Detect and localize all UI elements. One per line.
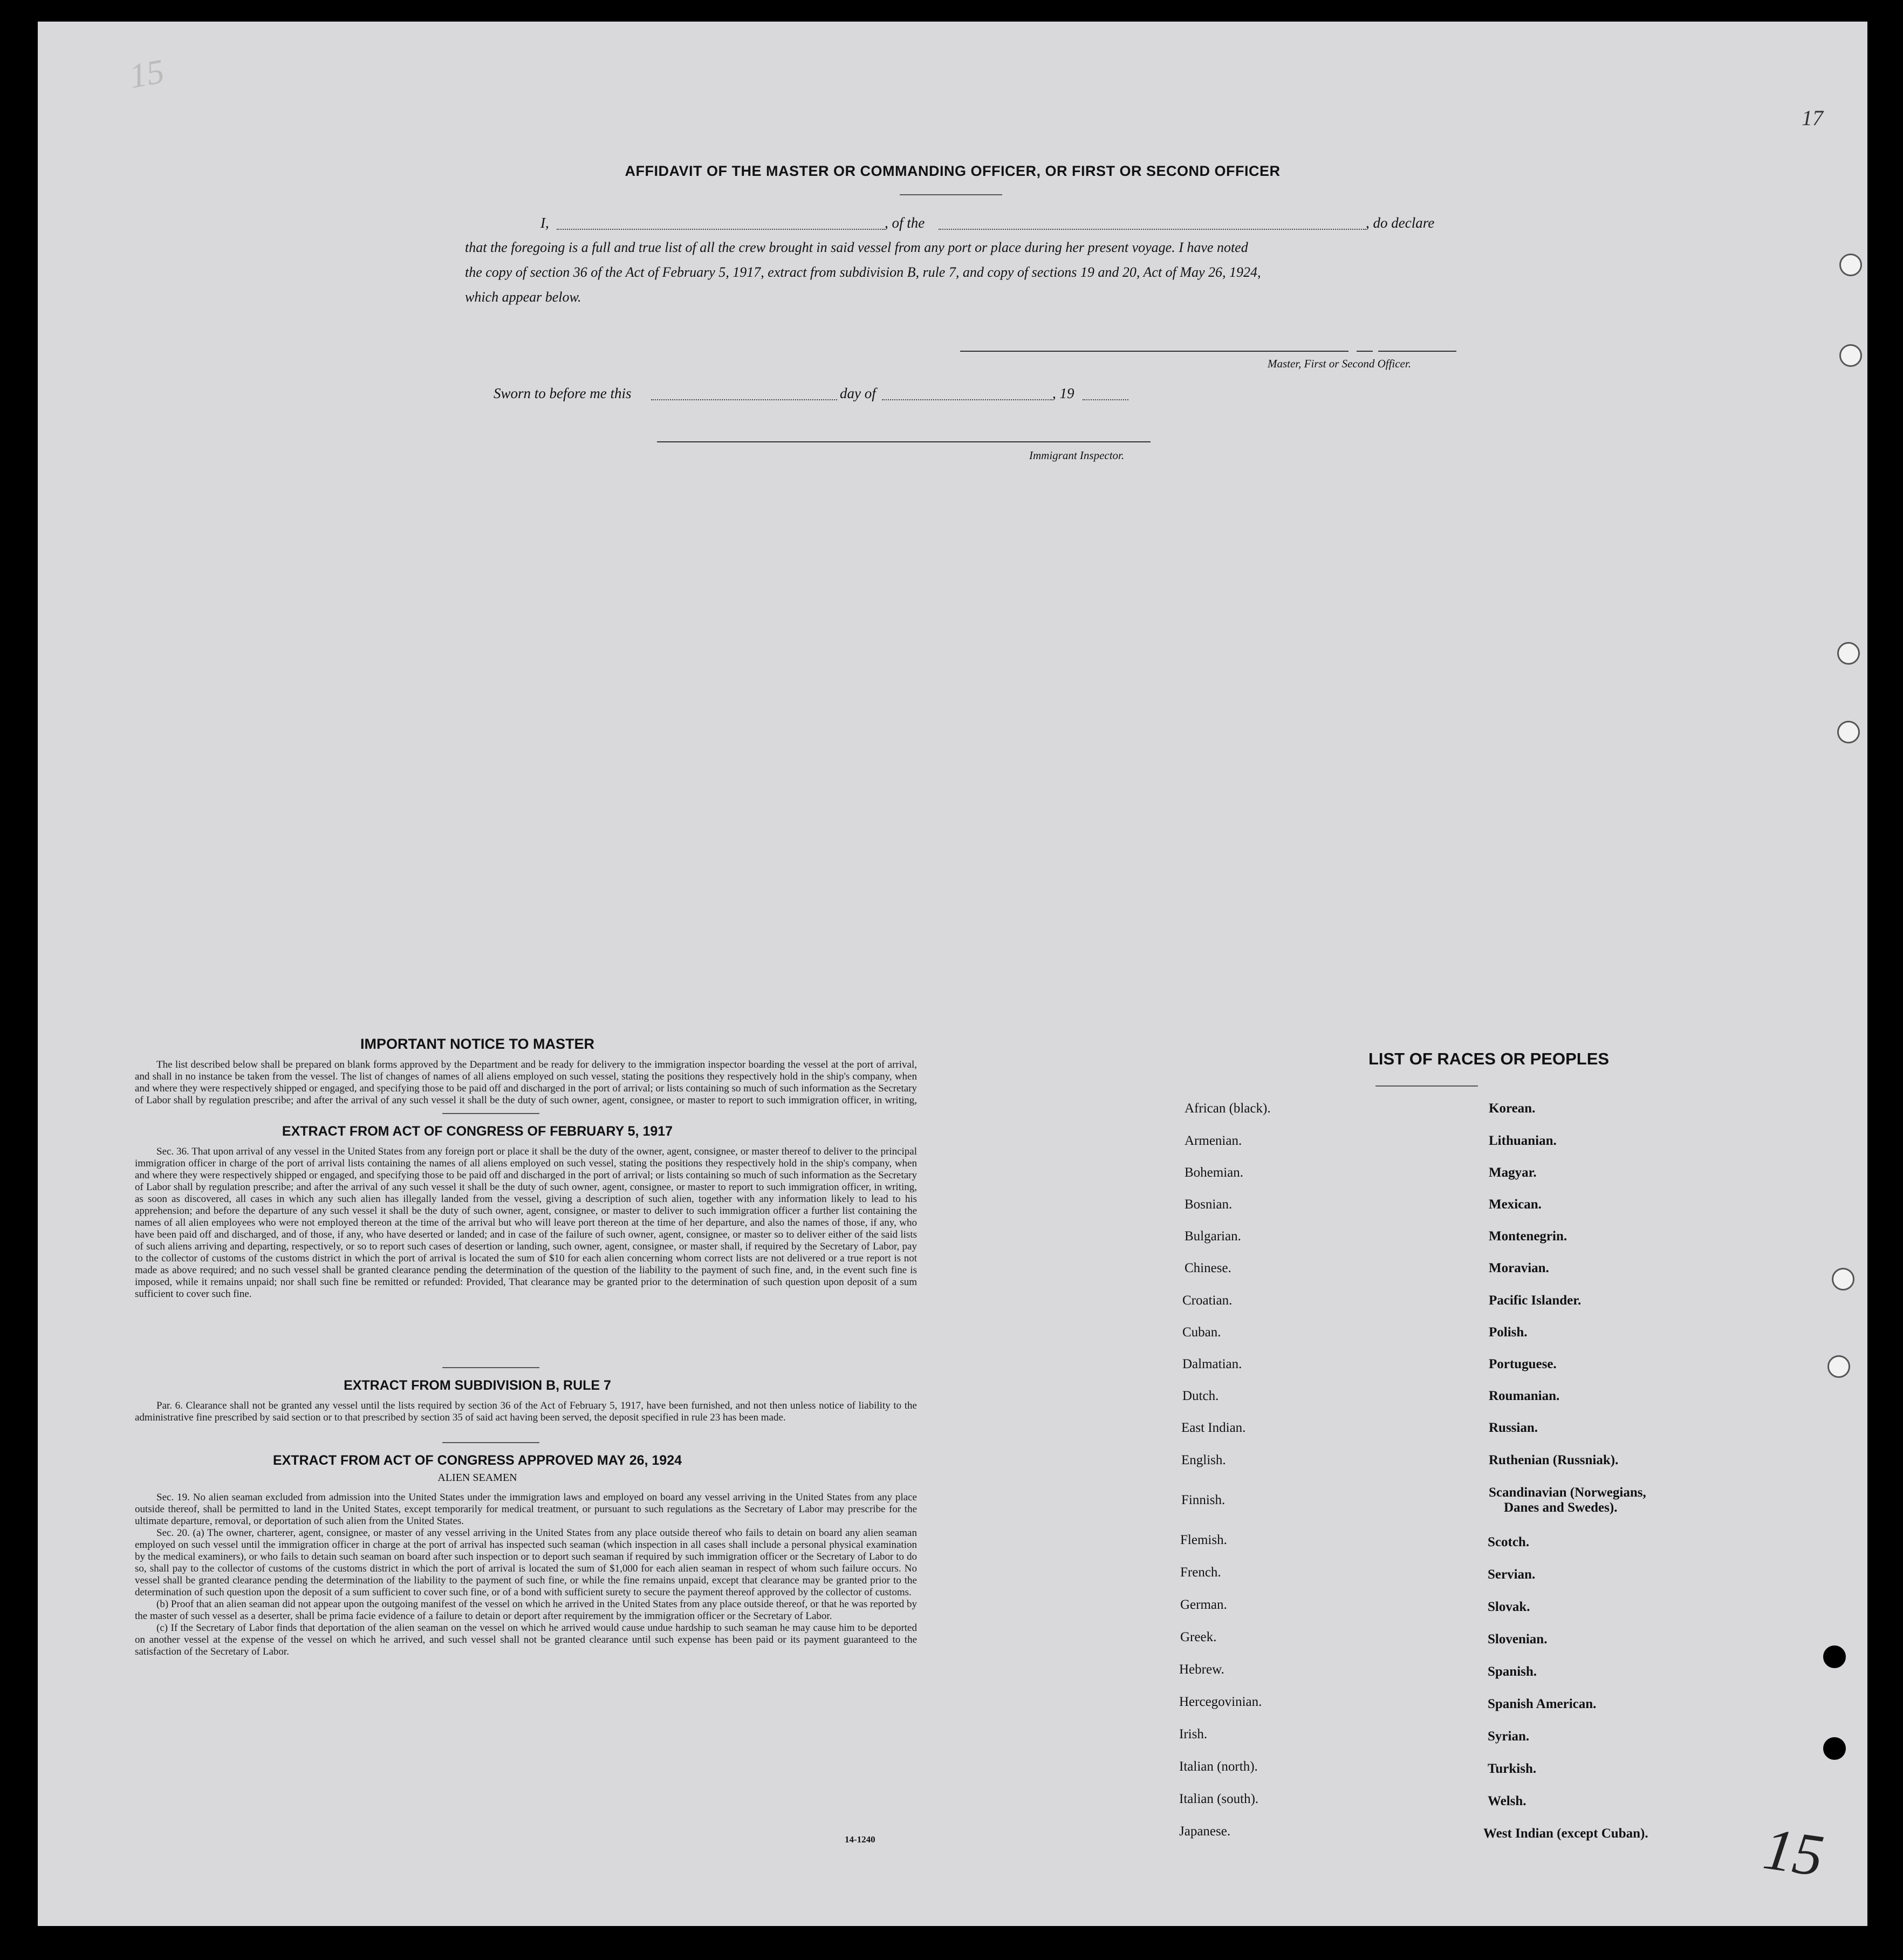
master-signature-line-2[interactable] bbox=[1357, 351, 1373, 352]
divider bbox=[900, 194, 1002, 195]
race-right-12-cont: Danes and Swedes). bbox=[1504, 1500, 1618, 1515]
extract-rule7-title: EXTRACT FROM SUBDIVISION B, RULE 7 bbox=[344, 1378, 611, 1393]
affidavit-title: AFFIDAVIT OF THE MASTER OR COMMANDING OFFICER, OR FIRST OR SECOND OFFICER bbox=[625, 163, 1281, 179]
i-label: I, bbox=[540, 215, 549, 231]
race-left-1: Armenian. bbox=[1185, 1133, 1242, 1148]
race-right-7: Polish. bbox=[1489, 1325, 1528, 1340]
race-right-1: Lithuanian. bbox=[1489, 1133, 1557, 1148]
race-right-4: Montenegrin. bbox=[1489, 1229, 1567, 1244]
punch-hole-icon bbox=[1823, 1645, 1846, 1668]
race-left-7: Cuban. bbox=[1182, 1325, 1221, 1340]
extract-1924-title: EXTRACT FROM ACT OF CONGRESS APPROVED MAY 26, 1924 bbox=[272, 1453, 682, 1468]
race-right-12: Scandinavian (Norwegians, bbox=[1489, 1485, 1646, 1500]
document-page bbox=[38, 22, 1867, 1926]
race-right-2: Magyar. bbox=[1489, 1165, 1537, 1180]
legal-column bbox=[135, 1036, 917, 1658]
punch-hole-icon bbox=[1837, 642, 1860, 665]
race-right-6: Pacific Islander. bbox=[1489, 1293, 1582, 1308]
affidavit-line-4: which appear below. bbox=[465, 289, 581, 305]
divider bbox=[442, 1442, 539, 1443]
affidavit-line-2: that the foregoing is a full and true list of all the crew brought in said vessel from any port or place during her present voyage. I have noted bbox=[465, 240, 1248, 255]
extract-1924-subtitle: ALIEN SEAMEN bbox=[437, 1472, 517, 1484]
race-right-22: West Indian (except Cuban). bbox=[1483, 1826, 1648, 1841]
divider bbox=[442, 1113, 539, 1114]
race-left-0: African (black). bbox=[1185, 1101, 1271, 1116]
race-left-9: Dutch. bbox=[1182, 1389, 1219, 1403]
races-title: LIST OF RACES OR PEOPLES bbox=[1368, 1049, 1610, 1068]
race-left-13: Flemish. bbox=[1180, 1533, 1227, 1547]
race-left-16: Greek. bbox=[1180, 1630, 1217, 1644]
punch-hole-icon bbox=[1832, 1268, 1854, 1290]
notice-title: IMPORTANT NOTICE TO MASTER bbox=[360, 1036, 594, 1052]
race-left-19: Irish. bbox=[1179, 1727, 1208, 1742]
race-left-21: Italian (south). bbox=[1179, 1792, 1259, 1806]
race-left-14: French. bbox=[1180, 1565, 1221, 1580]
punch-hole-icon bbox=[1839, 254, 1862, 276]
race-right-20: Turkish. bbox=[1488, 1761, 1537, 1776]
race-left-2: Bohemian. bbox=[1185, 1165, 1244, 1180]
race-left-10: East Indian. bbox=[1181, 1421, 1246, 1435]
race-right-8: Portuguese. bbox=[1489, 1357, 1557, 1371]
extract-1917-title: EXTRACT FROM ACT OF CONGRESS OF FEBRUARY 5, 1917 bbox=[282, 1124, 673, 1139]
race-right-9: Roumanian. bbox=[1489, 1389, 1560, 1403]
race-right-13: Scotch. bbox=[1488, 1535, 1530, 1549]
extract-1917-body: Sec. 36. That upon arrival of any vessel in the United States from any foreign port or place it shall be the duty of the owner, agent, consignee, or master thereof to deliver to the principal immigration officer in charge of the port of arrival lists containing the names of all aliens employed on such vessel, stating the positions they respectively hold in the ship's company, when and where they were respectively shipped or engaged, and specifying those to be paid off and discharged in the port of arrival; or lists containing so much of such information as the Secretary of Labor shall by regulation prescribe; and after the arrival of any such vessel it shall be the duty of such owner, agent, consignee, or master to report to such immigration officer, in writing, as soon as discovered, all cases in which any such alien has illegally landed from the vessel, giving a description of such alien, together with any information likely to lead to his apprehension; and before the departure of any such vessel it shall be the duty of such owner, agent, consignee, or master to deliver to such immigration officer a further list containing the names of all alien employees who were not employed thereon at the time of the arrival but who will leave port thereon at the time of her departure, and also the names of those, if any, who have been paid off and discharged, and of those, if any, who have deserted or landed; and in case of the failure of such owner, agent, consignee, or master so to deliver either of the said lists of such aliens arriving and departing, respectively, or so to report such cases of desertion or landing, such owner, agent, consignee, or master shall, if required by the Secretary of Labor, pay to the collector of customs of the customs district in which the port of arrival is located the sum of $10 for each alien concerning whom correct lists are not delivered or a true report is not made as above required; and no such vessel shall be granted clearance pending the determination of the question of the liability to the payment of such fine, and, in the event such fine is imposed, while it remains unpaid; nor shall such fine be remitted or refunded: Provided, That clearance may be granted prior to the determination of such question upon deposit of a sum sufficient to cover such fine. bbox=[135, 1146, 917, 1300]
race-left-6: Croatian. bbox=[1182, 1293, 1233, 1308]
declare-label: , do declare bbox=[1366, 215, 1435, 231]
race-right-5: Moravian. bbox=[1489, 1261, 1549, 1275]
sworn-month-blank[interactable] bbox=[882, 399, 1052, 400]
race-left-22: Japanese. bbox=[1179, 1824, 1231, 1839]
master-label: Master, First or Second Officer. bbox=[1268, 357, 1411, 370]
sworn-label: Sworn to before me this bbox=[494, 385, 632, 401]
race-left-12: Finnish. bbox=[1181, 1493, 1226, 1507]
sworn-year-blank[interactable] bbox=[1083, 399, 1128, 400]
handwritten-mark-top-right: 17 bbox=[1802, 106, 1823, 130]
inspector-signature-line[interactable] bbox=[657, 441, 1151, 442]
sec20a-paragraph: Sec. 20. (a) The owner, charterer, agent, consignee, or master of any vessel arriving in the United States from any place outside thereof who fails to detain on board any alien seaman employed on such vessel until the immigration officer in charge at the port of arrival has inspected such seaman (which inspection in all cases shall include a personal physical examination by the medical examiners), or who fails to detain such seaman on board after such inspection or to deport such seaman if required by such immigration officer or the Secretary of Labor to do so, shall pay to the collector of customs of the customs district in which the port of arrival is located the sum of $1,000 for each alien seaman in respect of whom such failure occurs. No vessel shall be granted clearance pending the determination of the liability to the payment of such fine, or while the fine remains unpaid, except that clearance may be granted prior to the determination of such question upon the deposit of a sum sufficient to cover such fine, or of a bond with sufficient surety to secure the payment thereof approved by the collector of customs. bbox=[135, 1527, 917, 1598]
name-blank[interactable] bbox=[557, 229, 885, 230]
race-right-10: Russian. bbox=[1489, 1421, 1538, 1435]
race-right-15: Slovak. bbox=[1488, 1600, 1530, 1614]
year-label: , 19 bbox=[1052, 385, 1074, 401]
form-number: 14-1240 bbox=[845, 1834, 875, 1845]
race-left-11: English. bbox=[1181, 1453, 1226, 1467]
race-right-3: Mexican. bbox=[1489, 1197, 1542, 1212]
sworn-line bbox=[494, 381, 1195, 406]
race-left-17: Hebrew. bbox=[1179, 1662, 1224, 1677]
race-left-3: Bosnian. bbox=[1185, 1197, 1233, 1212]
handwritten-mark-top-left: 15 bbox=[126, 51, 167, 96]
race-left-5: Chinese. bbox=[1185, 1261, 1231, 1275]
race-right-16: Slovenian. bbox=[1488, 1632, 1548, 1647]
race-right-17: Spanish. bbox=[1488, 1664, 1537, 1679]
sec20c-paragraph: (c) If the Secretary of Labor finds that deportation of the alien seaman on the vessel on which he arrived would cause undue hardship to such seaman he may cause him to be deported on another vessel at the expense of the vessel on which he arrived, and such vessel shall not be granted clearance until such expense has been paid or its payment guaranteed to the satisfaction of the Secretary of Labor. bbox=[135, 1622, 917, 1657]
divider bbox=[442, 1367, 539, 1368]
race-left-20: Italian (north). bbox=[1179, 1759, 1258, 1774]
punch-hole-icon bbox=[1837, 721, 1860, 743]
inspector-label: Immigrant Inspector. bbox=[1029, 449, 1125, 462]
affidavit-line-1 bbox=[503, 210, 1528, 235]
extract-1924-body bbox=[135, 1492, 917, 1658]
race-right-18: Spanish American. bbox=[1488, 1697, 1597, 1711]
race-left-8: Dalmatian. bbox=[1182, 1357, 1242, 1371]
race-right-11: Ruthenian (Russniak). bbox=[1489, 1453, 1619, 1467]
extract-rule7-body: Par. 6. Clearance shall not be granted any vessel until the lists required by section 36 of the Act of February 5, 1917, have been furnished, and not then unless notice of liability to the administrative fine prescribed by said section or to that prescribed by section 35 of said act having been served, the deposit specified in rule 23 has been made. bbox=[135, 1400, 917, 1423]
punch-hole-icon bbox=[1823, 1737, 1846, 1760]
vessel-blank[interactable] bbox=[939, 229, 1366, 230]
divider bbox=[1375, 1085, 1478, 1087]
handwritten-mark-bottom-right: 15 bbox=[1760, 1815, 1828, 1889]
race-left-18: Hercegovinian. bbox=[1179, 1695, 1262, 1709]
sec19-paragraph: Sec. 19. No alien seaman excluded from admission into the United States under the immigration laws and employed on board any vessel arriving in the United States from any place outside thereof, shall be permitted to land in the United States, except temporarily for medical treatment, or pursuant to such regulations as the Secretary of Labor may prescribe for the ultimate departure, removal, or deportation of such alien from the United States. bbox=[135, 1492, 917, 1527]
race-left-15: German. bbox=[1180, 1597, 1227, 1612]
race-right-21: Welsh. bbox=[1488, 1794, 1526, 1808]
sworn-day-blank[interactable] bbox=[651, 399, 837, 400]
sec20b-paragraph: (b) Proof that an alien seaman did not appear upon the outgoing manifest of the vessel on which he arrived in the United States from any place outside thereof, or that he was reported by the master of such vessel as a deserter, shall be prima facie evidence of a failure to detain or deport after requirement by the immigration officer or the Secretary of Labor. bbox=[135, 1599, 917, 1622]
race-right-19: Syrian. bbox=[1488, 1729, 1530, 1744]
punch-hole-icon bbox=[1839, 344, 1862, 367]
race-right-14: Servian. bbox=[1488, 1567, 1536, 1582]
race-right-0: Korean. bbox=[1489, 1101, 1536, 1116]
master-signature-line-3[interactable] bbox=[1378, 351, 1456, 352]
of-the-label: , of the bbox=[885, 215, 925, 231]
punch-hole-icon bbox=[1827, 1355, 1850, 1378]
affidavit-line-3: the copy of section 36 of the Act of February 5, 1917, extract from subdivision B, rule 7, and copy of sections 19 and 20, Act of May 26, 1924, bbox=[465, 264, 1261, 280]
notice-body: The list described below shall be prepared on blank forms approved by the Department and be ready for delivery to the immigration inspector boarding the vessel at the port of arrival, and shall in no instance be taken from the vessel. The list of changes of names of all aliens employed on such vessel, stating the positions they respectively hold in the ship's company, when and where they were respectively shipped or engaged, and specifying those to be paid off and discharged in the port of arrival; or lists containing so much of such information as the Secretary of Labor shall by regulation prescribe; and after the arrival of any such vessel it shall be the duty of such owner, agent, consignee, or master to report to such immigration officer, in writing, bbox=[135, 1059, 917, 1106]
master-signature-line[interactable] bbox=[960, 351, 1348, 352]
day-of-label: day of bbox=[840, 385, 876, 401]
race-left-4: Bulgarian. bbox=[1185, 1229, 1241, 1244]
